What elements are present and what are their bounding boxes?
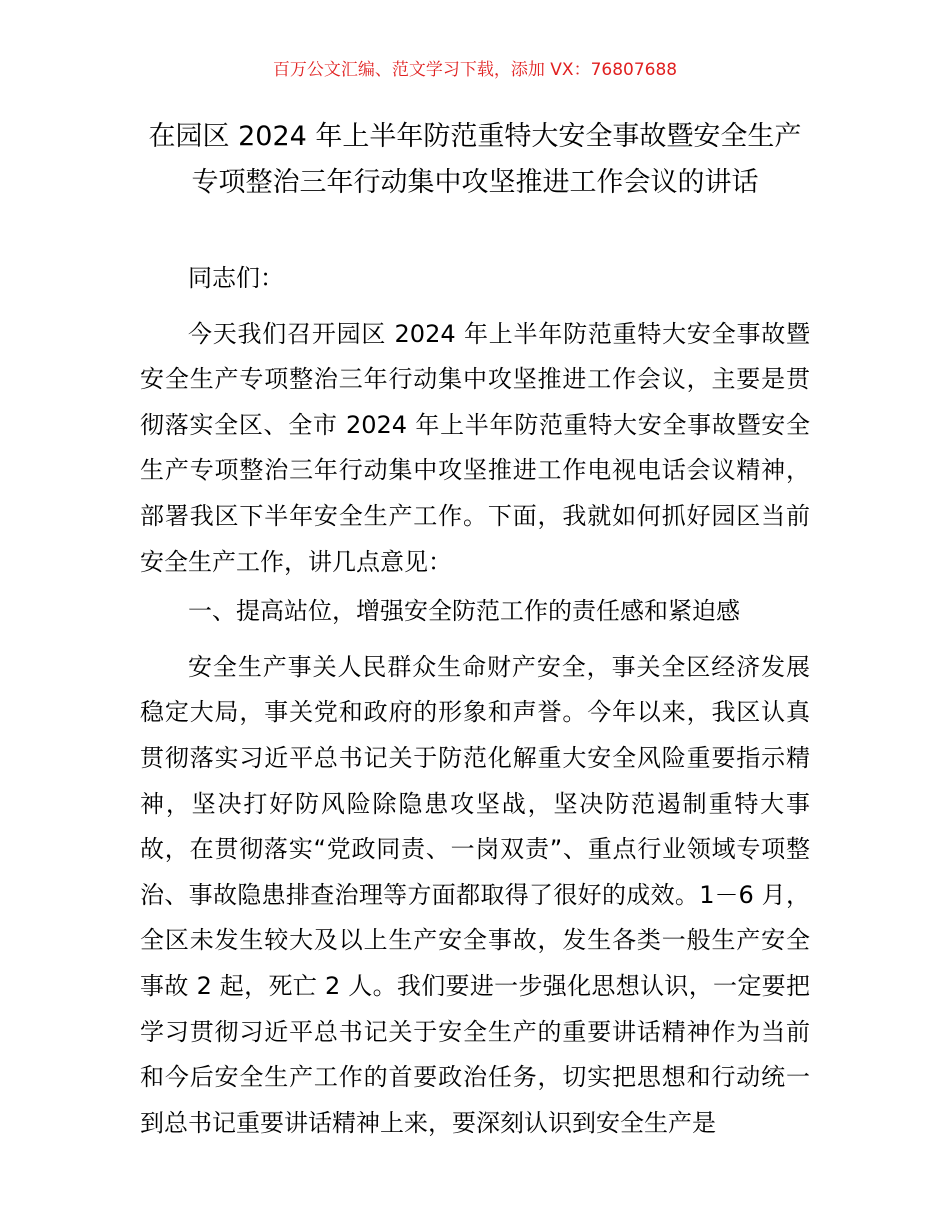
- watermark-header-note: 百万公文汇编、范文学习下载，添加 VX：76807688: [272, 60, 678, 80]
- section-heading-1: 一、提高站位，增强安全防范工作的责任感和紧迫感: [188, 597, 740, 626]
- document-title: 在园区 2024 年上半年防范重特大安全事故暨安全生产专项整治三年行动集中攻坚推进工作会议的讲话: [148, 121, 802, 198]
- paragraph-intro: 今天我们召开园区 2024 年上半年防范重特大安全事故暨安全生产专项整治三年行动集中攻坚推进工作会议，主要是贯彻落实全区、全市 2024 年上半年防范重特大安全事故暨安全生产专项整治三年行动集中攻坚推进工作电视电话会议精神，部署我区下半年安全生产工作。下面，我就如何抓好园区当前安全生产工作，讲几点意见：: [140, 319, 810, 576]
- paragraph-section-1: 安全生产事关人民群众生命财产安全，事关全区经济发展稳定大局，事关党和政府的形象和声誉。今年以来，我区认真贯彻落实习近平总书记关于防范化解重大安全风险重要指示精神，坚决打好防风险除隐患攻坚战，坚决防范遏制重特大事故，在贯彻落实“党政同责、一岗双责”、重点行业领域专项整治、事故隐患排查治理等方面都取得了很好的成效。1－6 月，全区未发生较大及以上生产安全事故，发生各类一般生产安全事故 2 起，死亡 2 人。我们要进一步强化思想认识，一定要把学习贯彻习近平总书记关于安全生产的重要讲话精神作为当前和今后安全生产工作的首要政治任务，切实把思想和行动统一到总书记重要讲话精神上来，要深刻认识到安全生产是: [140, 652, 810, 1137]
- document-body: [140, 256, 810, 1150]
- greeting: 同志们：: [188, 264, 284, 292]
